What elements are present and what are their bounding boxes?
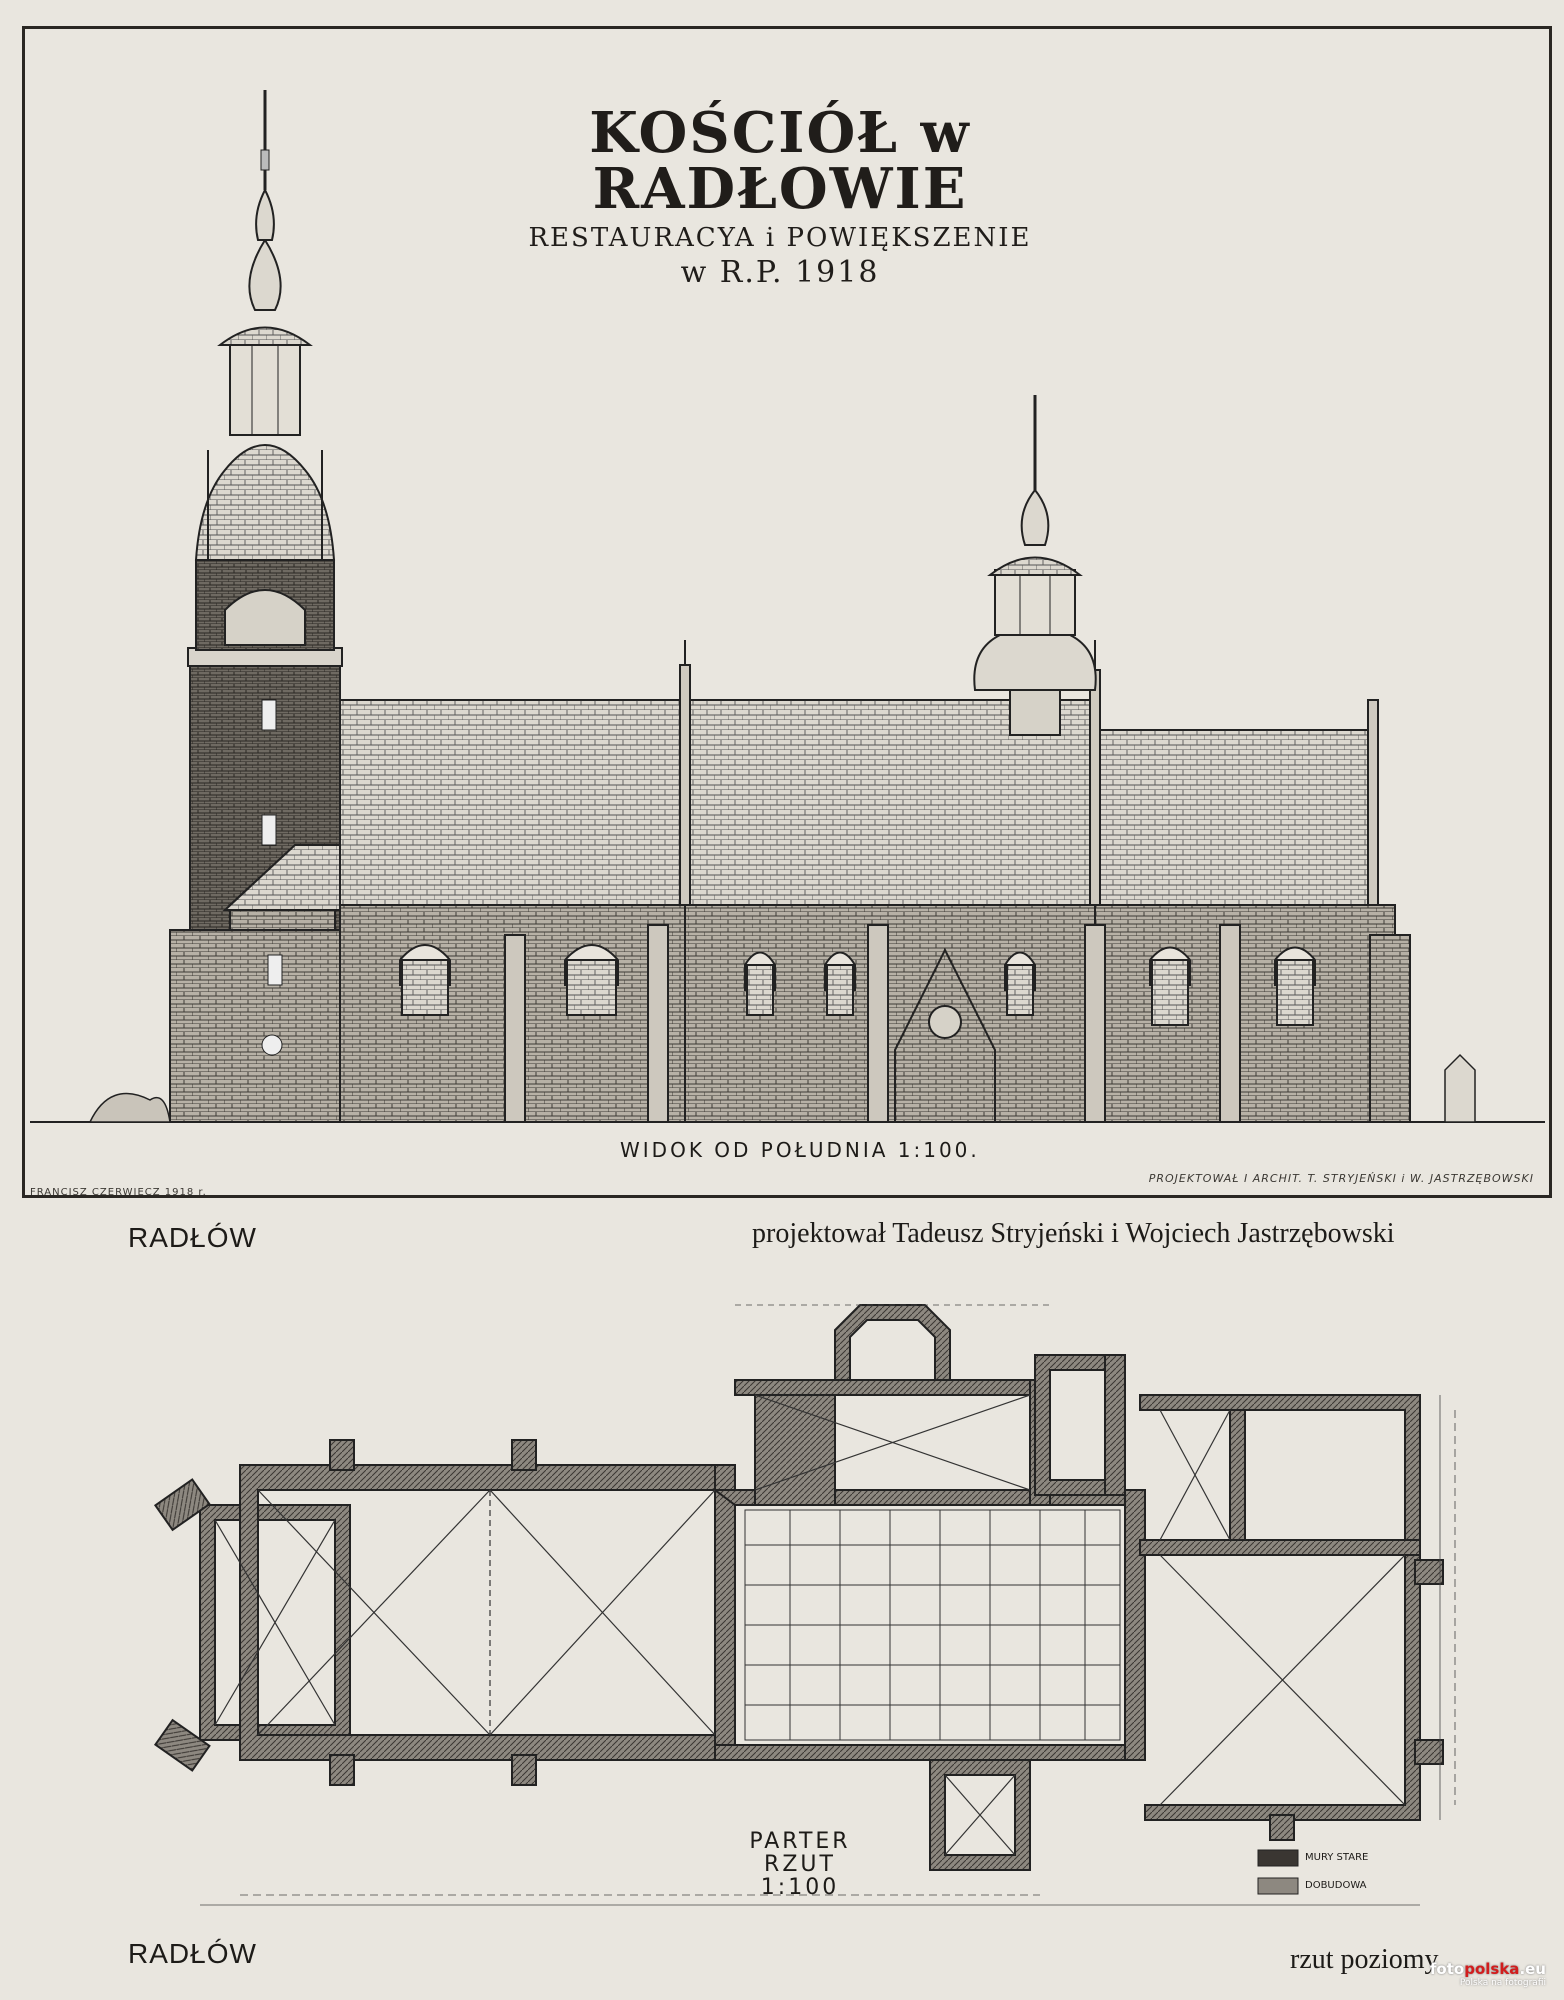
drawing-subtitle: RESTAURACYA i POWIĘKSZENIE	[528, 223, 1032, 253]
plan-caption-line2: RZUT 1:100	[760, 1852, 840, 1901]
watermark-tagline: Polska na fotografii	[1459, 1978, 1546, 1988]
draftsman-signature: FRANCISZ CZERWIECZ 1918 r.	[30, 1187, 207, 1198]
elevation-caption: WIDOK OD POŁUDNIA 1:100.	[620, 1138, 980, 1162]
caption-bottom-right: rzut poziomy	[1290, 1944, 1439, 1975]
caption-top-left: RADŁÓW	[128, 1222, 257, 1253]
watermark-brand	[1430, 1960, 1546, 1978]
watermark-brand-prefix: foto	[1429, 1960, 1465, 1978]
watermark-brand-accent: polska	[1464, 1960, 1520, 1978]
legend-label-old-walls: MURY STARE	[1305, 1852, 1369, 1863]
caption-top-right: projektował Tadeusz Stryjeński i Wojciech Jastrzębowski	[752, 1218, 1395, 1249]
legend-swatch-addition	[1258, 1878, 1298, 1894]
drawing-date-line: w R.P. 1918	[680, 255, 880, 290]
legend-swatch-old-walls	[1258, 1850, 1298, 1866]
drawing-title: KOŚCIÓŁ w RADŁOWIE	[589, 100, 971, 222]
caption-bottom-left: RADŁÓW	[128, 1938, 257, 1969]
plan-caption-line1: PARTER	[749, 1829, 851, 1854]
legend-label-addition: DOBUDOWA	[1305, 1880, 1367, 1891]
plan-caption	[720, 1830, 880, 1899]
watermark-brand-suffix: .eu	[1519, 1960, 1546, 1978]
watermark	[1430, 1960, 1546, 1988]
architect-signature: PROJEKTOWAŁ I ARCHIT. T. STRYJEŃSKI i W. JASTRZĘBOWSKI	[1148, 1172, 1534, 1185]
